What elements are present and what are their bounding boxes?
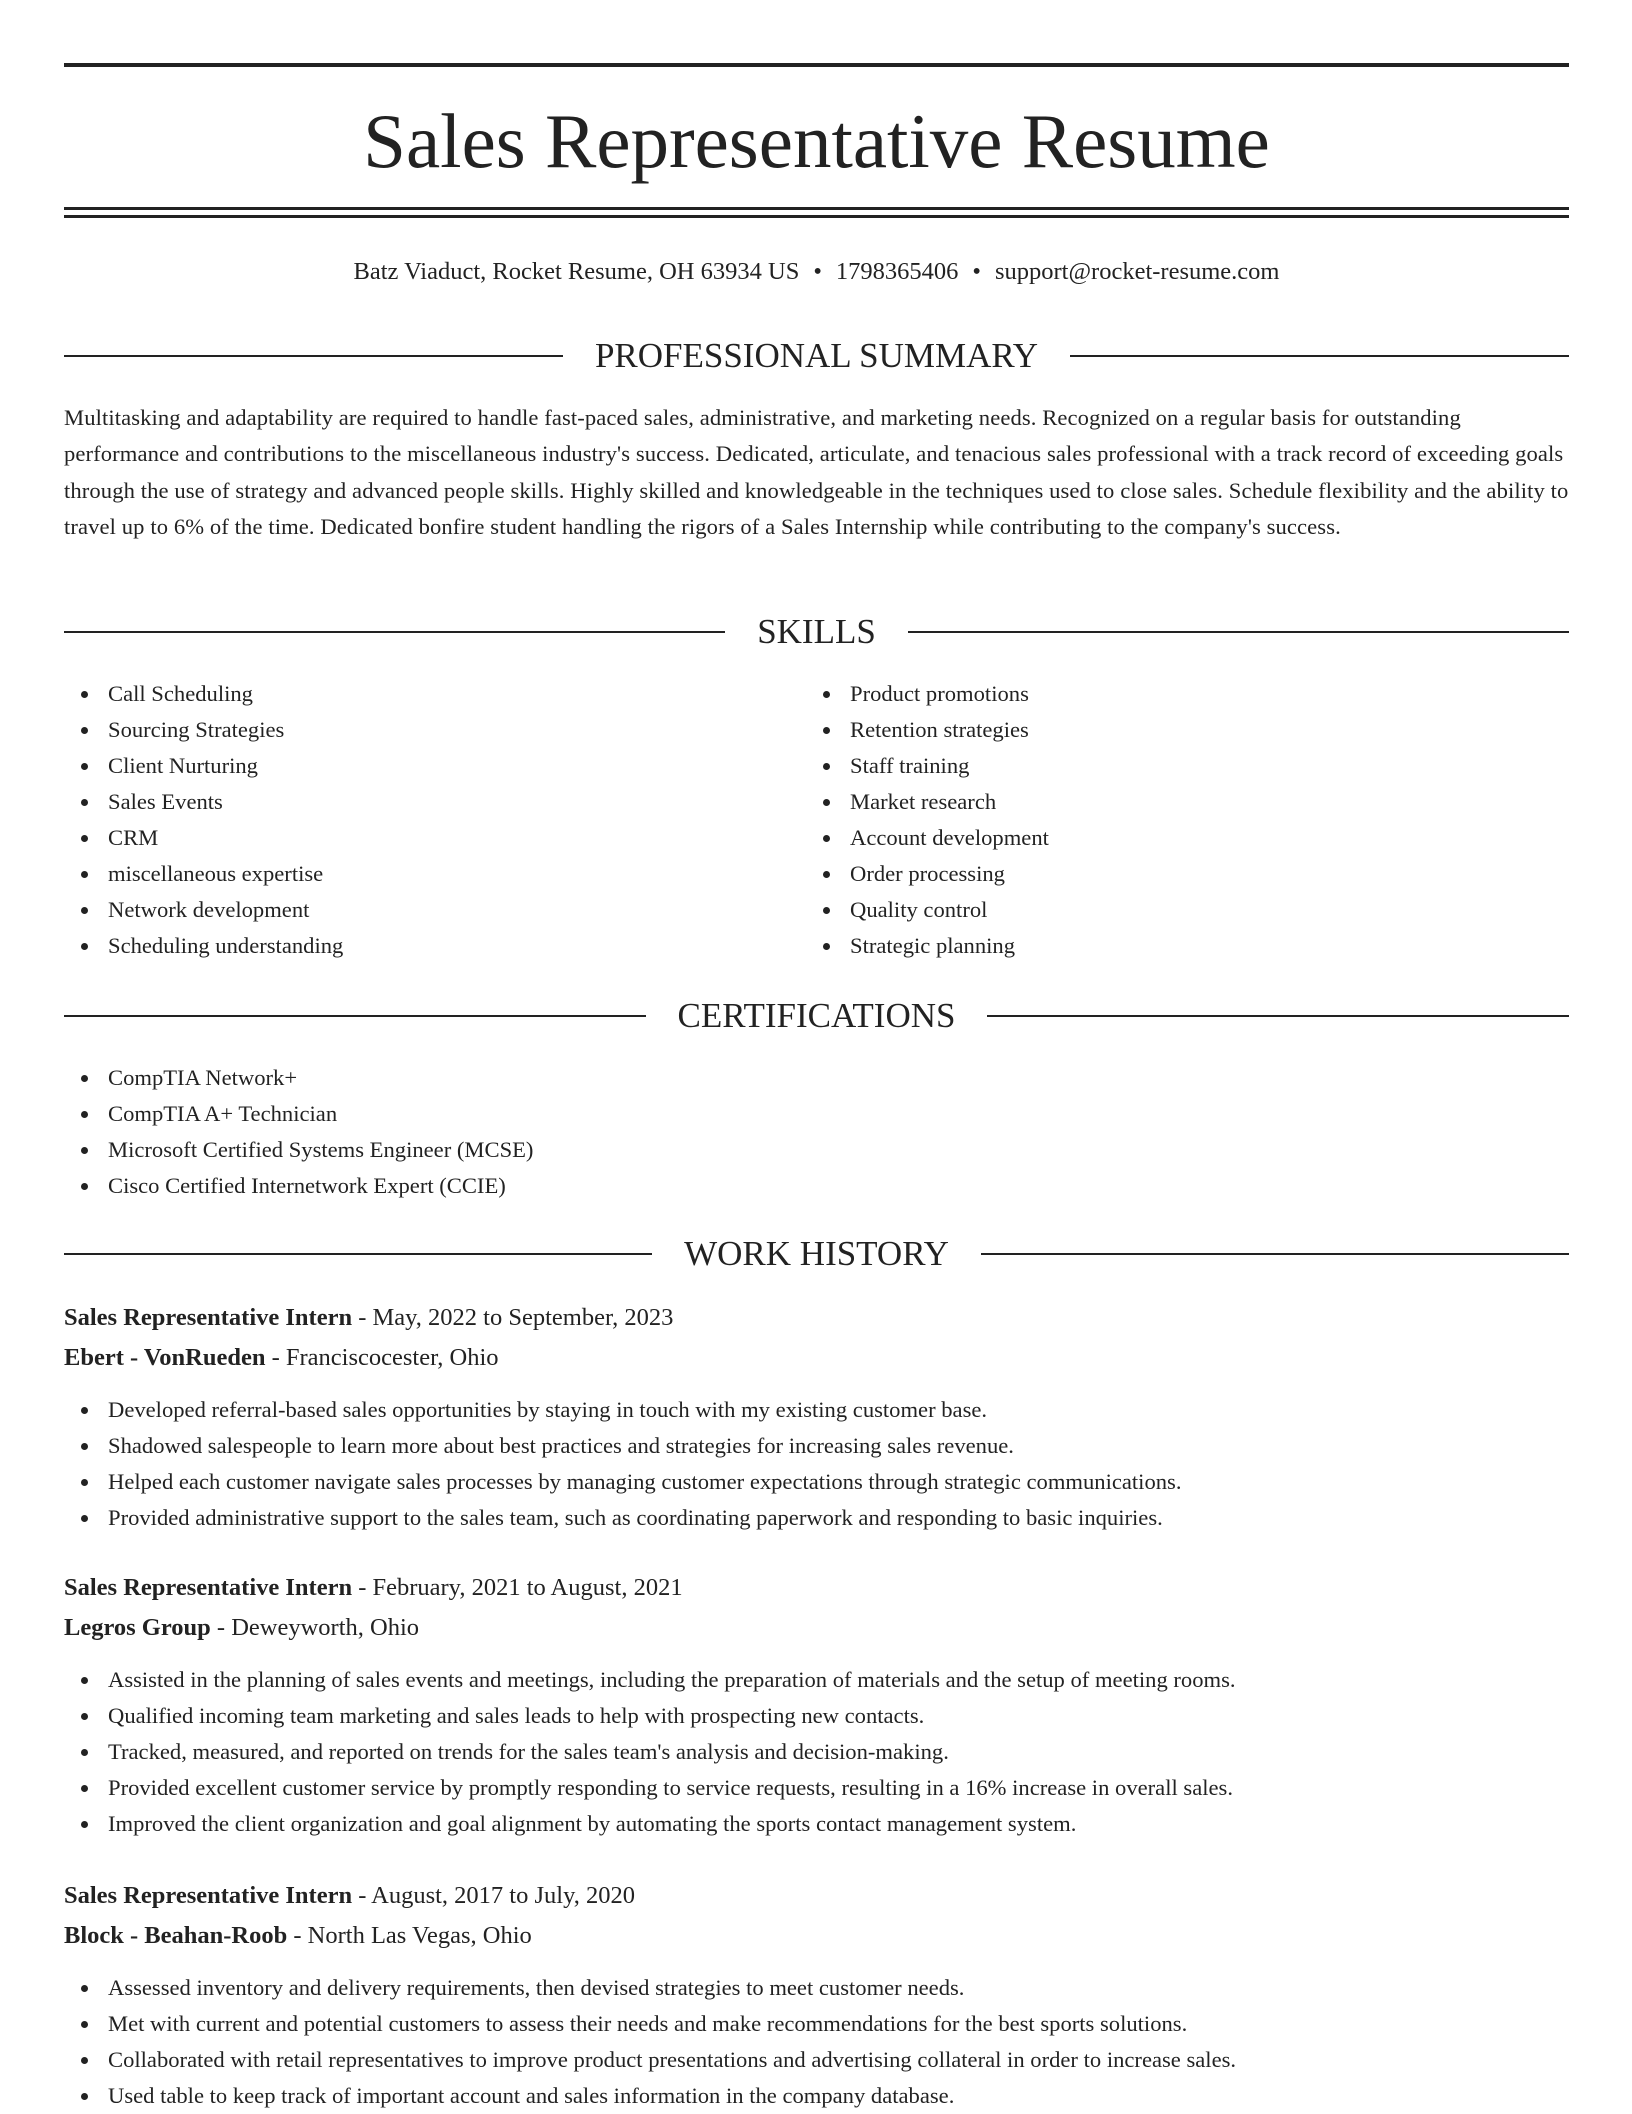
certification-item: Microsoft Certified Systems Engineer (MCSE) [64, 1132, 533, 1168]
certifications-section-header [64, 995, 1569, 1037]
summary-heading: PROFESSIONAL SUMMARY [594, 336, 1039, 375]
skill-item: Account development [806, 820, 1049, 856]
job-bullets [64, 1662, 1236, 1842]
job-bullet: Developed referral-based sales opportunities by staying in touch with my existing customer base. [64, 1392, 1182, 1428]
section-rule-right [1070, 355, 1569, 357]
skill-item: Product promotions [806, 676, 1049, 712]
section-rule-right [908, 631, 1569, 633]
section-rule-left [64, 1015, 646, 1017]
job-bullet: Met with current and potential customers to assess their needs and make recommendations for the best sports solutions. [64, 2006, 1236, 2042]
job-company-line [64, 1918, 532, 1954]
job-dates: - August, 2017 to July, 2020 [352, 1882, 635, 1909]
job-bullet: Provided administrative support to the sales team, such as coordinating paperwork and responding to basic inquiries. [64, 1500, 1182, 1536]
skill-item: Order processing [806, 856, 1049, 892]
contact-address: Batz Viaduct, Rocket Resume, OH 63934 US [353, 258, 800, 285]
job-bullets [64, 1392, 1182, 1536]
section-rule-right [981, 1253, 1569, 1255]
skills-section-header [64, 611, 1569, 653]
skill-item: Sourcing Strategies [64, 712, 343, 748]
job-bullet: Improved the client organization and goal alignment by automating the sports contact management system. [64, 1806, 1236, 1842]
job-bullet: Provided excellent customer service by promptly responding to service requests, resulting in a 16% increase in overall sales. [64, 1770, 1236, 1806]
skill-item: Market research [806, 784, 1049, 820]
job-bullet: Used table to keep track of important account and sales information in the company database. [64, 2078, 1236, 2114]
contact-email: support@rocket-resume.com [994, 258, 1280, 285]
job-bullet: Helped each customer navigate sales processes by managing customer expectations through strategic communications. [64, 1464, 1182, 1500]
job-bullet: Qualified incoming team marketing and sales leads to help with prospecting new contacts. [64, 1698, 1236, 1734]
job-company: Legros Group [64, 1614, 211, 1641]
resume-title: Sales Representative Resume [363, 98, 1270, 184]
skill-item: Sales Events [64, 784, 343, 820]
skill-item: miscellaneous expertise [64, 856, 343, 892]
job-title-line [64, 1878, 635, 1914]
skill-item: Call Scheduling [64, 676, 343, 712]
job-title: Sales Representative Intern [64, 1304, 353, 1331]
certification-item: CompTIA Network+ [64, 1060, 533, 1096]
job-bullet: Shadowed salespeople to learn more about best practices and strategies for increasing sales revenue. [64, 1428, 1182, 1464]
certification-item: CompTIA A+ Technician [64, 1096, 533, 1132]
job-bullet: Assessed inventory and delivery requirements, then devised strategies to meet customer needs. [64, 1970, 1236, 2006]
skill-item: Strategic planning [806, 928, 1049, 964]
job-title: Sales Representative Intern [64, 1574, 353, 1601]
job-title-line [64, 1570, 683, 1606]
skill-item: Scheduling understanding [64, 928, 343, 964]
job-bullet: Collaborated with retail representatives to improve product presentations and advertising collateral in order to increase sales. [64, 2042, 1236, 2078]
job-location: - Franciscocester, Ohio [265, 1344, 499, 1371]
section-rule-left [64, 1253, 652, 1255]
header-top-rule [64, 63, 1569, 67]
job-bullet: Tracked, measured, and reported on trends for the sales team's analysis and decision-making. [64, 1734, 1236, 1770]
certification-item: Cisco Certified Internetwork Expert (CCIE) [64, 1168, 533, 1204]
header-divider-rule-1 [64, 207, 1569, 210]
contact-phone: 1798365406 [835, 258, 959, 285]
section-rule-left [64, 631, 725, 633]
job-company: Block - Beahan-Roob [64, 1922, 288, 1949]
job-bullet: Assisted in the planning of sales events and meetings, including the preparation of materials and the setup of meeting rooms. [64, 1662, 1236, 1698]
skill-item: Network development [64, 892, 343, 928]
section-rule-left [64, 355, 563, 357]
section-rule-right [987, 1015, 1569, 1017]
skills-list-left [64, 676, 343, 964]
header-divider-rule-2 [64, 215, 1569, 218]
job-company-line [64, 1610, 419, 1646]
contact-separator: • [972, 258, 981, 285]
job-dates: - February, 2021 to August, 2021 [352, 1574, 683, 1601]
skill-item: Quality control [806, 892, 1049, 928]
job-company-line [64, 1340, 499, 1376]
certifications-heading: CERTIFICATIONS [677, 996, 956, 1035]
skill-item: Staff training [806, 748, 1049, 784]
contact-separator: • [813, 258, 822, 285]
skill-item: Retention strategies [806, 712, 1049, 748]
summary-section-header [64, 335, 1569, 377]
job-bullets [64, 1970, 1236, 2114]
job-location: - Deweyworth, Ohio [210, 1614, 419, 1641]
summary-text: Multitasking and adaptability are required to handle fast-paced sales, administrative, and marketing needs. Recognized on a regular basis for outstanding performance and contributions to the miscellaneous industry's success. Dedicated, articulate, and tenacious sales professional with a track record of exceeding goals through the use of strategy and advanced people skills. Highly skilled and knowledgeable in the techniques used to close sales. Schedule flexibility and the ability to travel up to 6% of the time. Dedicated bonfire student handling the rigors of a Sales Internship while contributing to the company's success. [64, 405, 1569, 539]
skill-item: CRM [64, 820, 343, 856]
job-dates: - May, 2022 to September, 2023 [352, 1304, 674, 1331]
job-company: Ebert - VonRueden [64, 1344, 266, 1371]
work-history-heading: WORK HISTORY [684, 1234, 949, 1273]
skills-list-right [806, 676, 1049, 964]
job-location: - North Las Vegas, Ohio [287, 1922, 532, 1949]
job-title: Sales Representative Intern [64, 1882, 353, 1909]
contact-line [64, 255, 1569, 289]
certifications-list [64, 1060, 533, 1204]
skill-item: Client Nurturing [64, 748, 343, 784]
job-title-line [64, 1300, 673, 1336]
skills-heading: SKILLS [757, 612, 876, 651]
work-history-section-header [64, 1233, 1569, 1275]
